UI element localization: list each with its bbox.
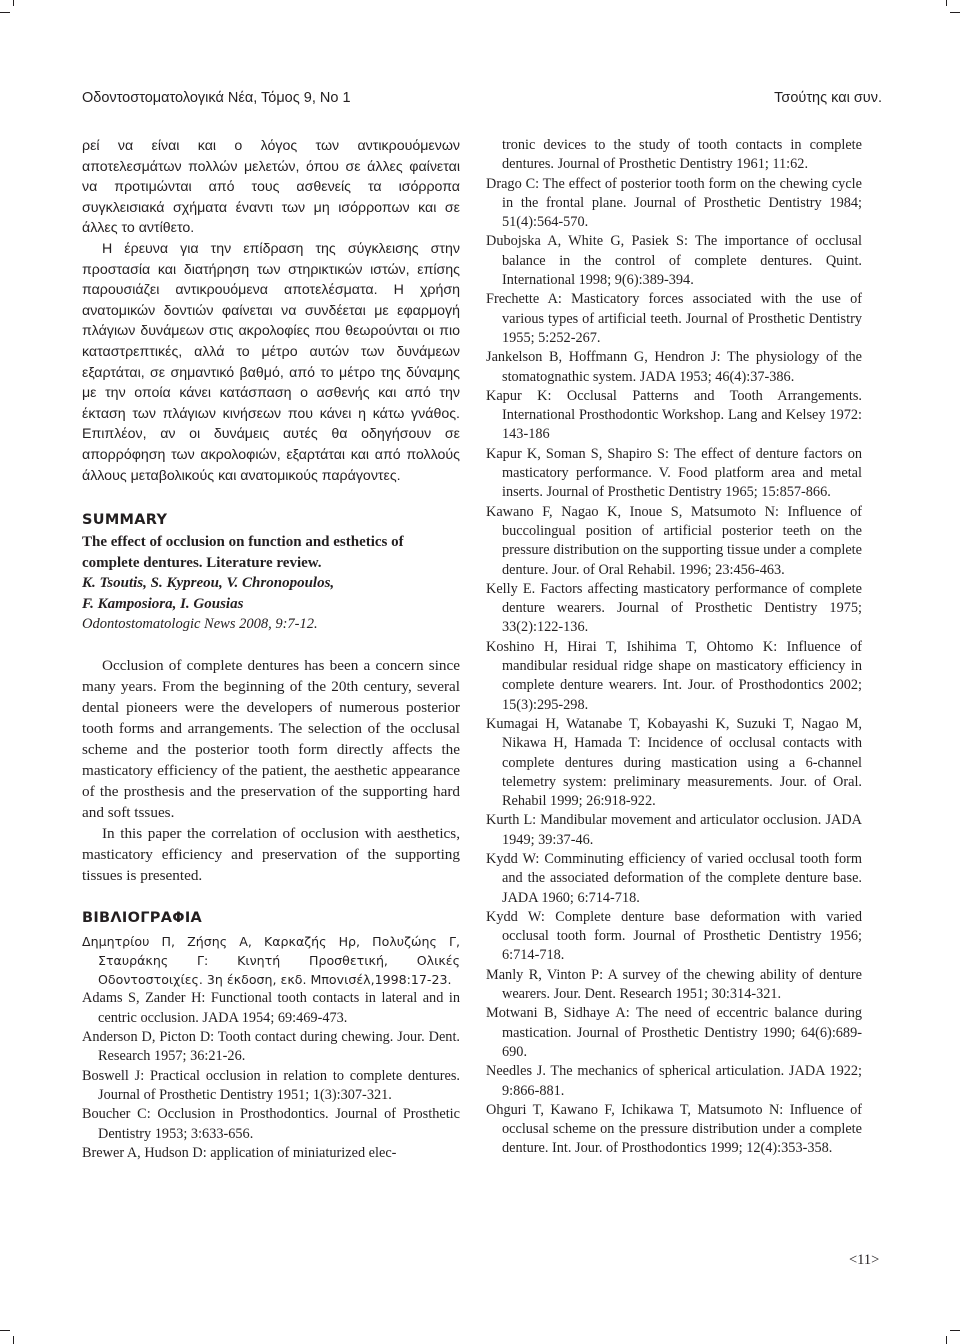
page-number: <11> — [849, 1252, 880, 1268]
reference-item: Kawano F, Nagao K, Inoue S, Matsumoto N: Influence of buccolingual position of artificial posterior teeth on the pressure distribution on the supporting tissue under a complete denture. Jour. of Oral Rehabil. 1996; 23:456-463. — [486, 503, 862, 578]
summary-paragraph: Occlusion of complete dentures has been a concern since many years. From the beginning of the 20th century, several dental pioneers were the developers of numerous posterior tooth forms and arrangements. The selection of the occlusal scheme and the posterior tooth form directly affects the masticatory efficiency of the patient, the aesthetic appearance of the prosthesis and the preservation of the supporting hard and soft tssues. — [82, 656, 460, 821]
running-author: Τσούτης και συν. — [774, 90, 882, 106]
reference-item: Adams S, Zander H: Functional tooth contacts in lateral and in centric occlusion. JADA 1954; 69:469-473. — [82, 990, 460, 1026]
reference-item: Brewer A, Hudson D: application of miniaturized elec- — [82, 1144, 397, 1161]
right-column — [486, 136, 862, 1159]
reference-item: Manly R, Vinton P: A survey of the chewing ability of denture wearers. Jour. Dent. Research 1951; 30:314-321. — [486, 966, 862, 1003]
reference-item: Kydd W: Complete denture base deformation with varied occlusal tooth form. Journal of Prosthetic Dentistry 1956; 6:714-718. — [486, 908, 862, 964]
reference-continuation: tronic devices to the study of tooth contacts in complete dentures. Journal of Prosthetic Dentistry 1961; 11:62. — [502, 137, 862, 173]
crop-mark — [946, 0, 947, 6]
crop-mark — [0, 1330, 10, 1331]
summary-authors: F. Kamposiora, I. Gousias — [82, 595, 244, 612]
reference-item: Kapur K, Soman S, Shapiro S: The effect of denture factors on masticatory performance. V. Food platform area and metal inserts. Journal of Prosthetic Dentistry 1965; 15:857-866. — [486, 445, 862, 501]
crop-mark — [950, 1330, 960, 1331]
reference-item: Frechette A: Masticatory forces associated with the use of various types of artificial teeth. Journal of Prosthetic Dentistry 1955; 5:252-267. — [486, 291, 862, 346]
bibliography-heading: ΒΙΒΛΙΟΓΡΑΦΙΑ — [82, 909, 203, 926]
reference-item: Needles J. The mechanics of spherical articulation. JADA 1922; 9:866-881. — [486, 1063, 862, 1099]
summary-paragraph: In this paper the correlation of occlusion with aesthetics, masticatory efficiency and preservation of the supporting tissues is presented. — [82, 824, 460, 884]
reference-item: Kumagai H, Watanabe T, Kobayashi K, Suzuki T, Nagao M, Nikawa H, Hamada T: Incidence of occlusal contacts with complete dentures during mastication using a 6-channel telemetry system: preliminary measurements. Jour. of Oral. Rehabil 1999; 26:918-922. — [486, 715, 862, 810]
reference-item: Kelly E. Factors affecting masticatory performance of complete denture wearers. Journal of Prosthetic Dentistry 1975; 33(2):122-136. — [486, 580, 862, 636]
reference-item: Koshino H, Hirai T, Ishihima T, Ohtomo K: Influence of mandibular residual ridge shape on masticatory efficiency in complete denture wearers. Int. Jour. of Prosthodontics 2002; 15(3):295-298. — [486, 638, 862, 713]
reference-item: Motwani B, Sidhaye A: The need of eccentric balance during mastication. Journal of Prosthetic Dentistry 1990; 64(6):689-690. — [486, 1005, 862, 1060]
crop-mark — [13, 1336, 14, 1344]
reference-item: Δημητρίου Π, Ζήσης Α, Καρκαζής Ηρ, Πολυζώης Γ, Σταυράκης Γ: Κινητή Προσθετική, Ολικές Οδοντοστοιχίες. 3η έκδοση, εκδ. Μποvισέλ,1998:17-23. — [82, 933, 460, 988]
journal-name: Οδοντοστοματολογικά Νέα, Τόμος 9, Νο 1 — [82, 90, 351, 106]
summary-heading: SUMMARY — [82, 512, 168, 529]
reference-item: Dubojska A, White G, Pasiek S: The importance of occlusal balance in the control of complete dentures. Quint. International 1998; 9(6):389-394. — [486, 233, 862, 289]
running-header — [82, 90, 882, 110]
left-column — [82, 136, 460, 1163]
reference-item: Anderson D, Picton D: Tooth contact during chewing. Jour. Dent. Research 1957; 36:21-26. — [82, 1029, 460, 1065]
summary-authors: K. Tsoutis, S. Kypreou, V. Chronopoulos, — [82, 575, 335, 592]
reference-item: Ohguri T, Kawano F, Ichikawa T, Matsumoto N: Influence of occlusal scheme on the pressure distribution under a complete denture. Int. Jour. of Prosthodontics 1999; 12(4):353-358. — [486, 1101, 862, 1157]
crop-mark — [0, 12, 10, 13]
reference-item: Kapur K: Occlusal Patterns and Tooth Arrangements. International Prosthodontic Workshop. Lang and Kelsey 1972: 143-186 — [486, 387, 862, 443]
greek-paragraph: Η έρευνα για την επίδραση της σύγκλεισης στην προστασία και διατήρηση των στηρικτικών ιστών, επίσης παρουσιάζει αντικρουόμενα αποτελέσματα. Η χρήση ανατομικών δοντιών φαίνεται να συνδέεται με εφαρμογή πλάγιων δυνάμεων στις ακρολοφίες που θεωρούνται οι πιο καταστρεπτικές, αλλά το μέτρο αυτών των δυνάμεων εξαρτάται, σε σημαντικό βαθμό, από το μέτρο της δύναμης με την οποία κάνει κατάσπαση ο ασθενής και από την έκταση των πλάγιων κινήσεων που κάνει η κάτω γνάθος. Επιπλέον, αν οι δυνάμεις αυτές θα οδηγήσουν σε απορρόφηση των ακρολοφιών, εξαρτάται και από πολλούς άλλους μεταβολικούς και ανατομικούς παράγοντες. — [82, 240, 460, 484]
greek-paragraph: ρεί να είναι και ο λόγος των αντικρουόμενων αποτελεσμάτων πολλών μελετών, όπου σε άλλες φαίνεται να προτιμώνται από τους ασθενείς τα ισόρροπα συγκλεισιακά σχήματα έναντι των μη ισόρροπων και σε άλλες το αντίθετο. — [82, 138, 460, 237]
summary-title: The effect of occlusion on function and esthetics of complete dentures. Literature review. — [82, 534, 404, 571]
crop-mark — [946, 1336, 947, 1344]
reference-item: Boswell J: Practical occlusion in relation to complete dentures. Journal of Prosthetic Dentistry 1951; 1(3):307-321. — [82, 1067, 460, 1103]
reference-item: Drago C: The effect of posterior tooth form on the chewing cycle in the frontal plane. Journal of Prosthetic Dentistry 1984; 51(4):564-570. — [486, 175, 862, 231]
reference-item: Kydd W: Comminuting efficiency of varied occlusal tooth form and the associated deformation of the complete denture base. JADA 1960; 6:714-718. — [486, 850, 862, 906]
reference-item: Kurth L: Mandibular movement and articulator occlusion. JADA 1949; 39:37-46. — [486, 812, 862, 848]
crop-mark — [950, 12, 960, 13]
reference-item: Boucher C: Occlusion in Prosthodontics. Journal of Prosthetic Dentistry 1953; 3:633-656. — [82, 1106, 460, 1142]
summary-source: Odontostomatologic News 2008, 9:7-12. — [82, 616, 318, 633]
crop-mark — [13, 0, 14, 6]
reference-item: Jankelson B, Hoffmann G, Hendron J: The physiology of the stomatognathic system. JADA 1953; 46(4):37-386. — [486, 349, 862, 385]
